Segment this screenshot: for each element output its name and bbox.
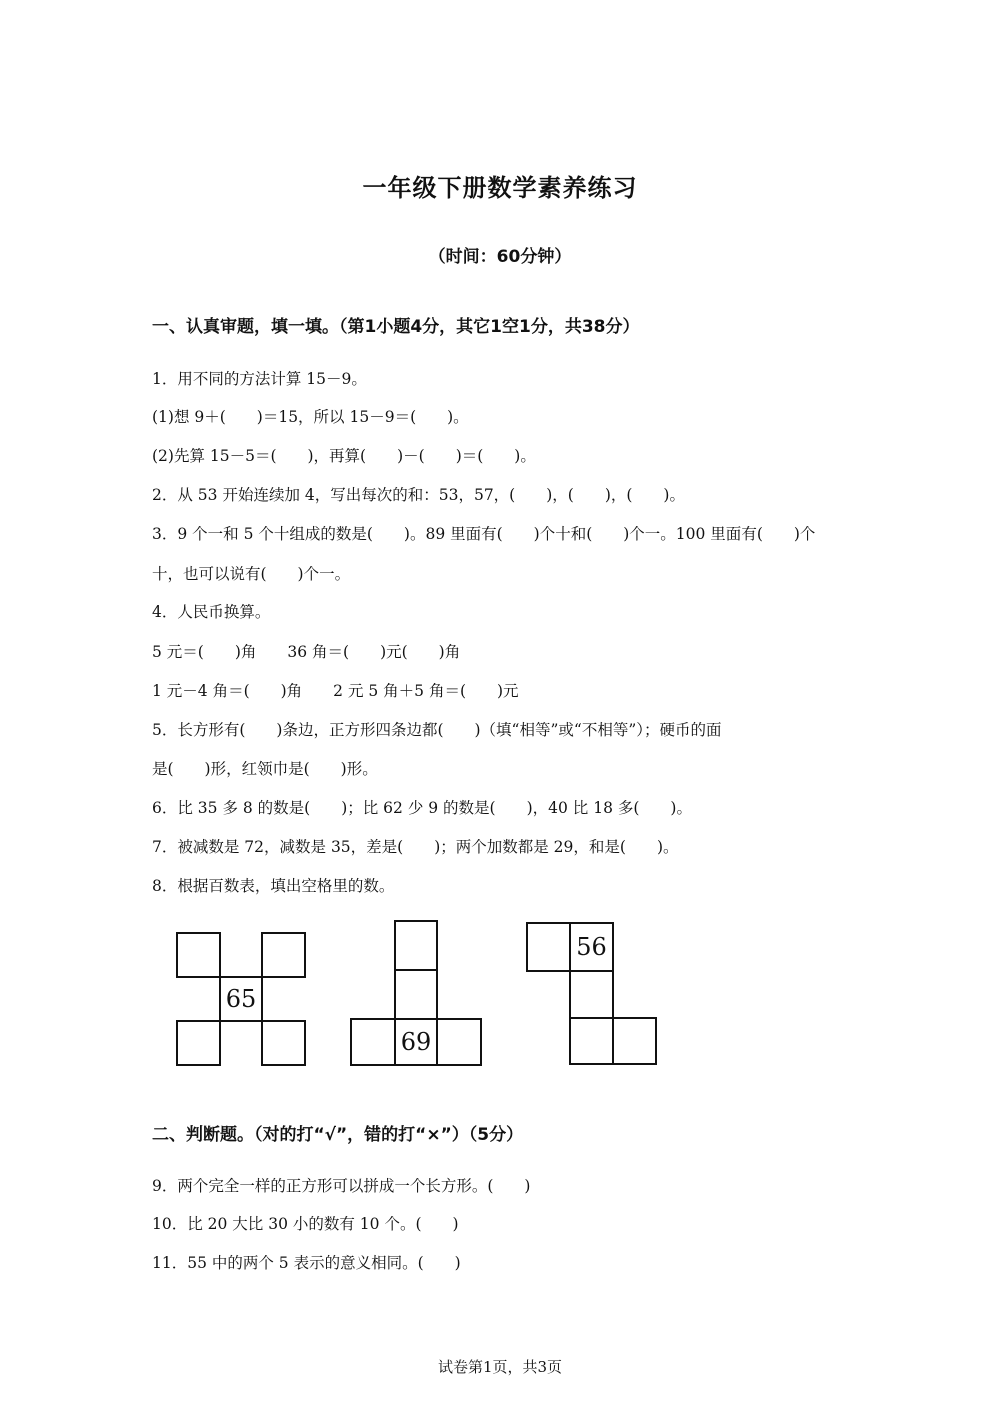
grid-cell [569,1017,614,1065]
question-line: 11．55 中的两个 5 表示的意义相同。( ) [152,1254,461,1272]
grid-cell [394,969,438,1020]
question-line: 10．比 20 大比 30 小的数有 10 个。( ) [152,1215,459,1233]
question-line: 3．9 个一和 5 个十组成的数是( )。89 里面有( )个十和( )个一。100 里面有( )个 [152,525,816,543]
question-line: 5 元＝( )角 36 角＝( )元( )角 [152,643,461,661]
grid-cell-number: 56 [569,922,614,972]
question-line: 2．从 53 开始连续加 4，写出每次的和：53，57，( )，( )，( )。 [152,486,685,504]
question-line: 十，也可以说有( )个一。 [152,565,351,583]
section-2-heading: 二、判断题。（对的打“√”，错的打“×”）（5分） [152,1125,524,1145]
question-line: 1 元－4 角＝( )角 2 元 5 角＋5 角＝( )元 [152,682,519,700]
grid-cell [261,932,306,978]
question-line: 8．根据百数表，填出空格里的数。 [152,877,395,895]
grid-cell [350,1018,396,1066]
question-line: 7．被减数是 72，减数是 35，差是( )；两个加数都是 29，和是( )。 [152,838,679,856]
grid-cell [612,1017,657,1065]
grid-cell [261,1020,306,1066]
question-line: 是( )形，红领巾是( )形。 [152,760,378,778]
question-line: (2)先算 15－5＝( )，再算( )－( )＝( )。 [152,447,536,465]
question-line: (1)想 9＋( )＝15，所以 15－9＝( )。 [152,408,469,426]
question-line: 6．比 35 多 8 的数是( )；比 62 少 9 的数是( )，40 比 18 多( )。 [152,799,692,817]
question-line: 9．两个完全一样的正方形可以拼成一个长方形。( ) [152,1177,531,1195]
grid-cell [394,920,438,971]
question-line: 5．长方形有( )条边，正方形四条边都( )（填“相等”或“不相等”）；硬币的面 [152,721,722,739]
page-title: 一年级下册数学素养练习 [362,174,638,202]
section-1-heading: 一、认真审题，填一填。（第1小题4分，其它1空1分，共38分） [152,317,640,337]
question-line: 4．人民币换算。 [152,603,271,621]
question-line: 1．用不同的方法计算 15－9。 [152,370,367,388]
page-footer: 试卷第1页，共3页 [437,1358,563,1376]
grid-cell-number: 69 [394,1018,438,1066]
grid-cell [436,1018,482,1066]
grid-cell [526,922,571,972]
page-subtitle: （时间：60分钟） [428,247,572,267]
grid-cell [569,970,614,1019]
grid-cell [176,1020,221,1066]
grid-cell-number: 65 [219,976,263,1022]
grid-cell [176,932,221,978]
